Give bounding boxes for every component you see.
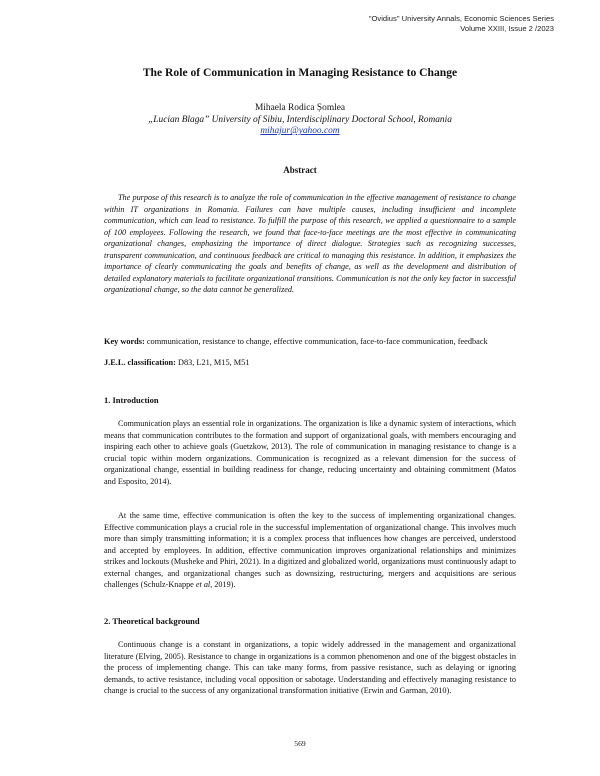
intro-paragraph-2-end: , 2019). — [210, 580, 236, 590]
author-affiliation: „Lucian Blaga” University of Sibiu, Interdisciplinary Doctoral School, Romania — [148, 114, 452, 125]
jel-classification — [104, 357, 516, 368]
section-heading-introduction: 1. Introduction — [104, 395, 159, 405]
keywords — [104, 336, 516, 347]
intro-paragraph-1: Communication plays an essential role in organizations. The organization is like a dynamic system of interactions, which means that communication contributes to the formation and support of organizational goals, with members encouraging and inspiring each other to achieve goals (Guetzkow, 2013). The role of communication in managing resistance to change is a crucial topic within modern organizations. Communication is recognized as a relevant dimension for the success of organizational change, essential in building readiness for change, reducing uncertainty and obtaining commitment (Matos and Esposito, 2014). — [104, 419, 516, 486]
abstract-text: The purpose of this research is to analyze the role of communication in the effective management of resistance to change within IT organizations in Romania. Failures can have multiple causes, including insufficient and incomplete communication, which can lead to resistance. To fulfill the purpose of this research, we applied a questionnaire to a sample of 100 employees. Following the research, we found that face-to-face meetings are the most effective in communicating organizational changes, emphasizing the importance of direct dialogue. Strategies such as recognizing successes, transparent communication, and continuous feedback are critical to managing this resistance. In addition, it emphasizes the importance of clearly communicating the goals and benefits of change, as well as the development and distribution of detailed explanatory materials to facilitate organizational transitions. Communication is not the only key factor in successful organizational change, so the data cannot be generalized. — [104, 193, 516, 295]
jel-codes: D83, L21, M15, M51 — [177, 358, 250, 367]
journal-header — [369, 14, 554, 33]
theory-paragraph-1: Continuous change is a constant in organizations, a topic widely addressed in the management and organizational literature (Elving, 2005). Resistance to change in organizations is a common phenomenon and one of the biggest obstacles in the process of implementing change. This can take many forms, from passive resistance, such as delaying or ignoring demands, to active resistance, including vocal opposition or sabotage. Understanding and effectively managing resistance to change is crucial to the success of any organizational transformation initiative (Erwin and Garman, 2010). — [104, 640, 516, 696]
author-email-link[interactable]: mihajur@yahoo.com — [260, 126, 340, 137]
author-name: Mihaela Rodica Șomlea — [254, 103, 346, 113]
keywords-label: Key words: — [104, 337, 145, 346]
intro-paragraph-2-etal: et al — [195, 580, 211, 590]
intro-paragraph-2 — [104, 510, 516, 591]
paper-title: The Role of Communication in Managing Resistance to Change — [142, 66, 458, 79]
section-heading-theoretical-background: 2. Theoretical background — [104, 616, 200, 626]
page-number: 569 — [294, 739, 306, 748]
intro-paragraph-2-text: At the same time, effective communication is often the key to the success of implementing organizational changes. Effective communication plays a crucial role in the successful implementation of organizational change. This involves much more than simply transmitting information; it is a complex process that influences how changes are perceived, understood and accepted by employees. In addition, effective communication improves organizational relationships and minimizes strikes and lockouts (Musheke and Phiri, 2021). In a digitized and globalized world, organizations must continuously adapt to external changes, and organizational changes such as downsizing, restructuring, mergers and acquisitions are serious challenges (Schulz-Knappe — [104, 511, 516, 590]
jel-label: J.E.L. classification: — [104, 358, 176, 367]
abstract-heading: Abstract — [283, 165, 317, 175]
author-block — [0, 103, 600, 138]
keywords-text: communication, resistance to change, effective communication, face-to-face communication, feedback — [146, 337, 488, 346]
journal-name: "Ovidius" University Annals, Economic Sciences Series — [368, 14, 554, 23]
journal-volume: Volume XXIII, Issue 2 /2023 — [460, 23, 554, 33]
